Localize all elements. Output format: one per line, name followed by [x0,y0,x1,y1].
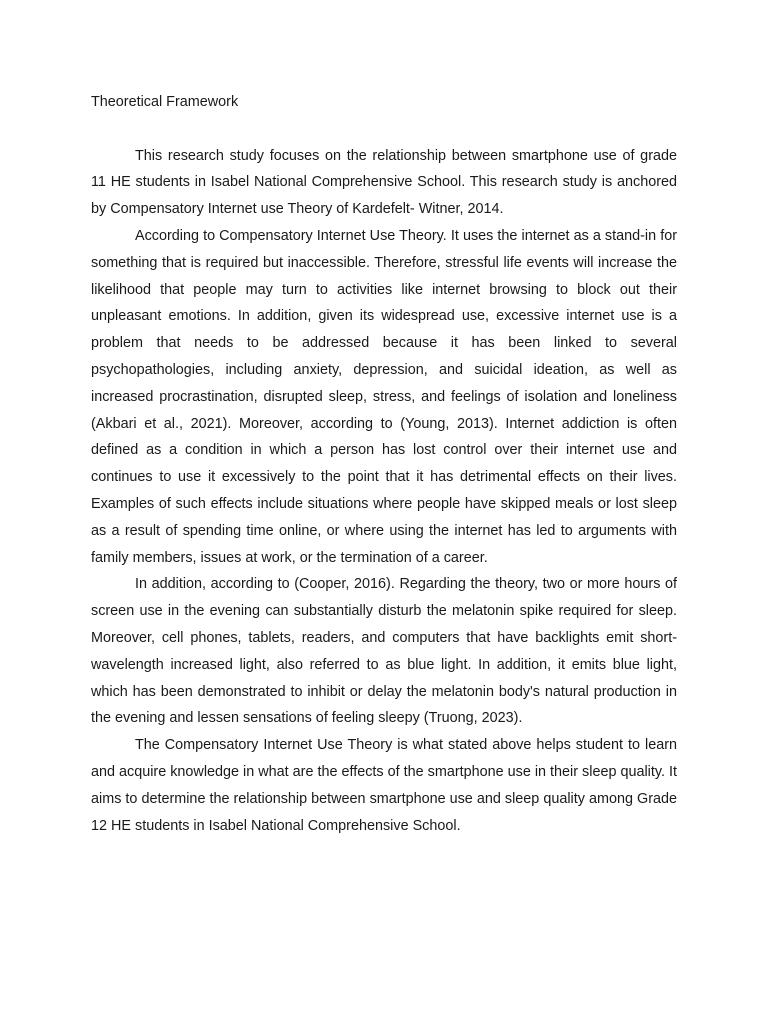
paragraph-screen-use-sleep: In addition, according to (Cooper, 2016). Regarding the theory, two or more hours of screen use in the evening can substantially disturb the melatonin spike required for sleep. Moreover, cell phones, tablets, readers, and computers that have backlights emit short-wavelength increased light, also referred to as blue light. In addition, it emits blue light, which has been demonstrated to inhibit or delay the melatonin body's natural production in the evening and lessen sensations of feeling sleepy (Truong, 2023). [91,576,677,727]
paragraph-intro: This research study focuses on the relationship between smartphone use of grade 11 HE students in Isabel National Comprehensive School. This research study is anchored by Compensatory Internet use Theory of Kardefelt- Witner, 2014. [91,147,677,218]
document-body [91,89,677,839]
paragraph-compensatory-theory: According to Compensatory Internet Use Theory. It uses the internet as a stand-in for something that is required but inaccessible. Therefore, stressful life events will increase the likelihood that people may turn to activities like internet browsing to block out their unpleasant emotions. In addition, given its widespread use, excessive internet use is a problem that needs to be addressed because it has been linked to several psychopathologies, including anxiety, depression, and suicidal ideation, as well as increased procrastination, disrupted sleep, stress, and feelings of isolation and loneliness (Akbari et al., 2021). Moreover, according to (Young, 2013). Internet addiction is often defined as a condition in which a person has lost control over their internet use and continues to use it excessively to the point that it has detrimental effects on their lives. Examples of such effects include situations where people have skipped meals or lost sleep as a result of spending time online, or where using the internet has led to arguments with family members, issues at work, or the termination of a career. [91,227,677,566]
section-heading: Theoretical Framework [91,94,239,110]
paragraph-conclusion: The Compensatory Internet Use Theory is what stated above helps student to learn and acquire knowledge in what are the effects of the smartphone use in their sleep quality. It aims to determine the relationship between smartphone use and sleep quality among Grade 12 HE students in Isabel National Comprehensive School. [91,737,677,834]
heading-spacer [91,116,677,143]
